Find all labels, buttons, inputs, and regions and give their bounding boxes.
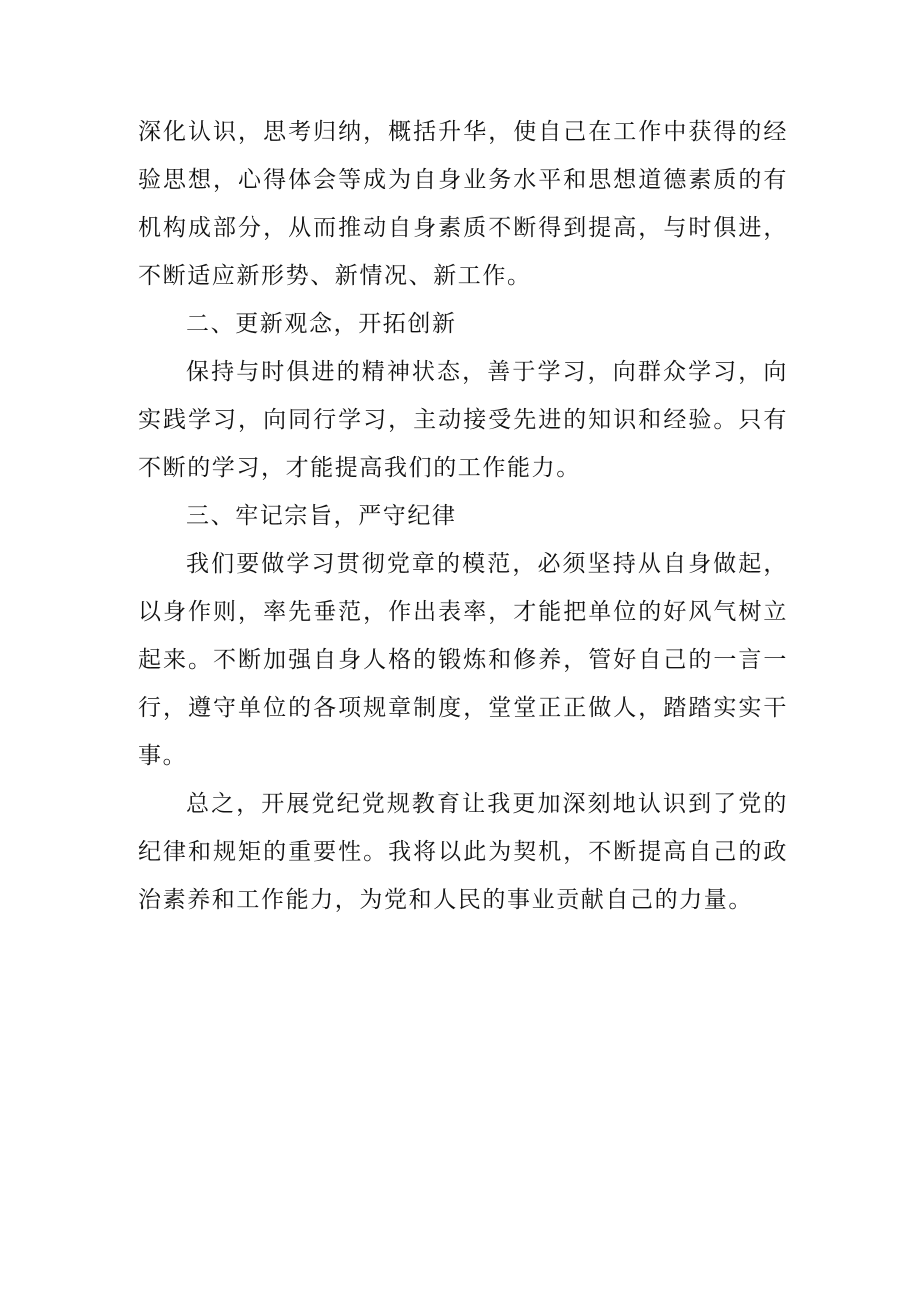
document-body: [138, 108, 788, 924]
section-heading-2: 二、更新观念，开拓创新: [186, 311, 457, 337]
paragraph-update-concepts: 保持与时俱进的精神状态，善于学习，向群众学习，向实践学习，向同行学习，主动接受先进的知识和经验。只有不断的学习，才能提高我们的工作能力。: [138, 359, 788, 481]
paragraph-discipline: 我们要做学习贯彻党章的模范，必须坚持从自身做起，以身作则，率先垂范，作出表率，才能把单位的好风气树立起来。不断加强自身人格的锻炼和修养，管好自己的一言一行，遵守单位的各项规章制度，堂堂正正做人，踏踏实实干事。: [138, 551, 788, 769]
paragraph-continuation: 深化认识，思考归纳，概括升华，使自己在工作中获得的经验思想，心得体会等成为自身业务水平和思想道德素质的有机构成部分，从而推动自身素质不断得到提高，与时俱进，不断适应新形势、新情况、新工作。: [138, 119, 788, 289]
section-heading-3: 三、牢记宗旨，严守纪律: [186, 503, 457, 529]
paragraph-conclusion: 总之，开展党纪党规教育让我更加深刻地认识到了党的纪律和规矩的重要性。我将以此为契机，不断提高自己的政治素养和工作能力，为党和人民的事业贡献自己的力量。: [138, 791, 788, 913]
